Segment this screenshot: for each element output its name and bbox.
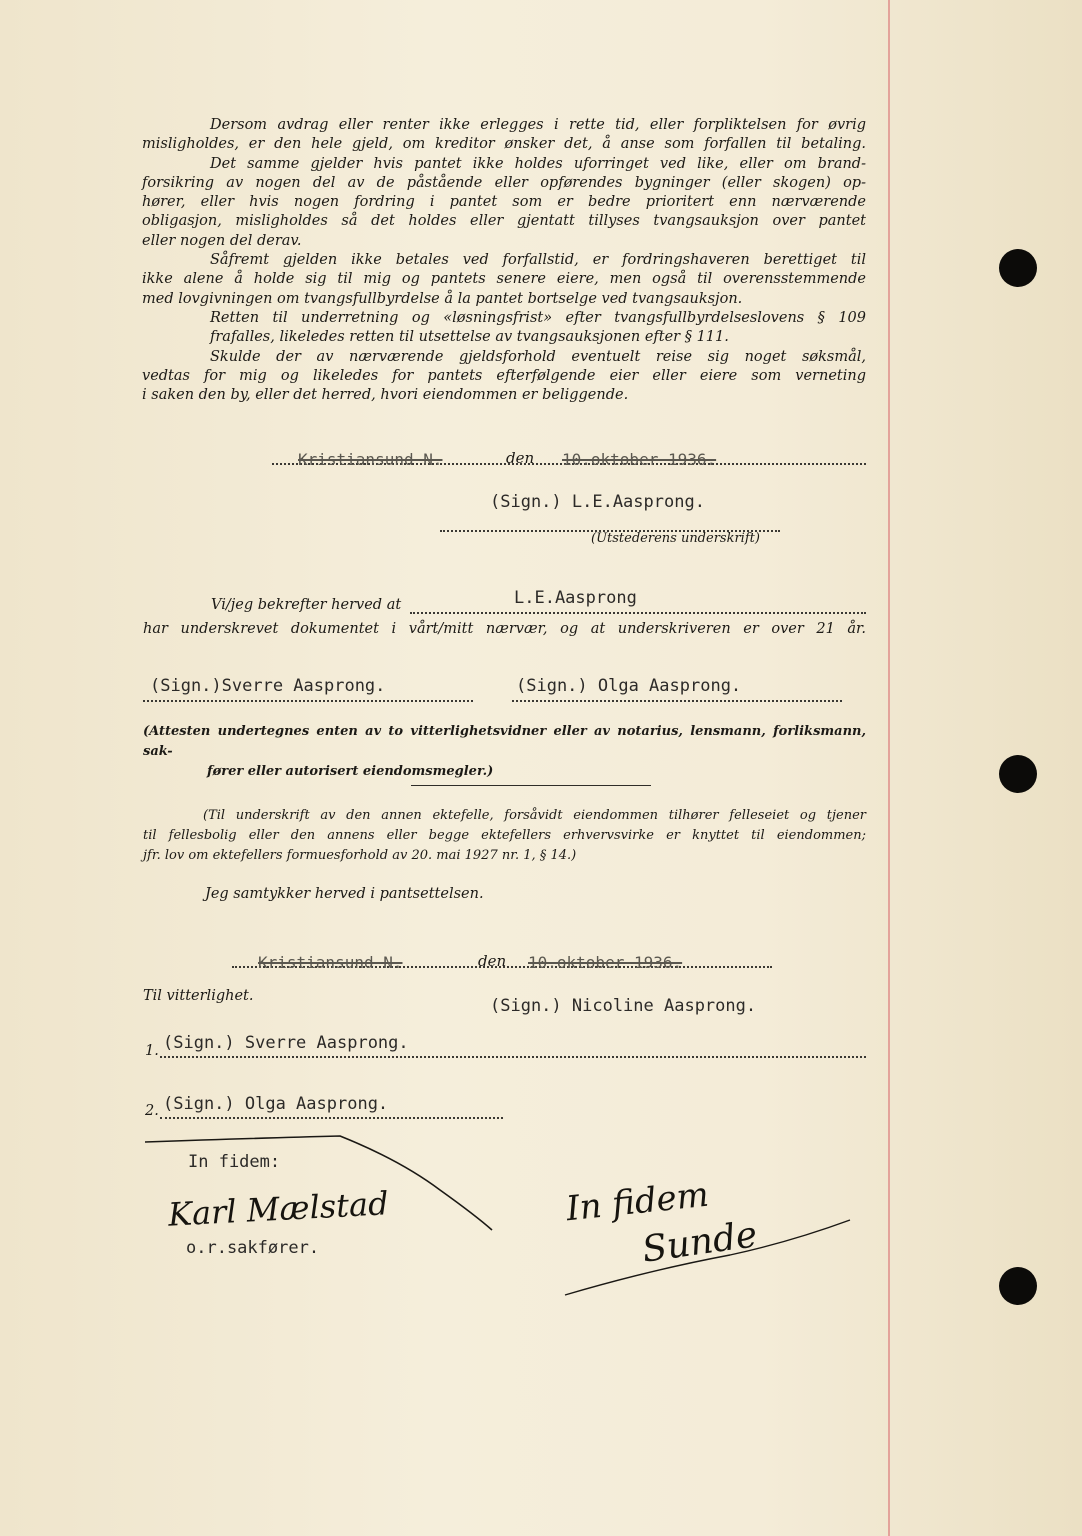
conditions-line: frafalles, likeledes retten til utsettelse av tvangsauksjonen efter § 111. [210, 329, 729, 346]
right-handwritten-signature-line-2: Sunde [639, 1214, 760, 1271]
witness-2-line [512, 700, 842, 702]
witness-1-line [143, 700, 473, 702]
margin-rule [888, 0, 890, 1536]
confirmation-name-line [410, 612, 866, 614]
spouse-place: Kristiansund N. [258, 953, 403, 972]
spouse-consent: Jeg samtykker herved i pantsettelsen. [205, 886, 484, 902]
conditions-line: Skulde der av nærværende gjeldsforhold eventuelt reise sig noget søksmål, [210, 348, 866, 365]
conditions-line: forsikring av nogen del av de påstående eller opførendes bygninger (eller skogen) op- [142, 174, 866, 191]
confirmation-statement: har underskrevet dokumentet i vårt/mitt nærvær, og at underskriveren er over 21 år. [143, 621, 866, 637]
spouse-den-label: den [478, 952, 507, 970]
conditions-line: med lovgivningen om tvangsfullbyrdelse å la pantet bortselge ved tvangsauksjon. [142, 290, 743, 307]
conditions-line: Dersom avdrag eller renter ikke erlegges i rette tid, eller forpliktelsen for øvrig [210, 117, 866, 133]
spouse-date: 10.oktober 1936. [528, 953, 683, 972]
witness-1-signature: (Sign.)Sverre Aasprong. [150, 676, 386, 696]
punch-hole-bottom [999, 1267, 1037, 1305]
conditions-line: Såfremt gjelden ikke betales ved forfallstid, er fordringshaveren berettiget til [210, 252, 866, 269]
conditions-line: i saken den by, eller det herred, hvori eiendommen er beliggende. [142, 387, 629, 404]
punch-hole-middle [999, 755, 1037, 793]
til-vitterlighet-label: Til vitterlighet. [143, 988, 254, 1004]
conditions-line: Retten til underretning og «løsningsfrist» efter tvangsfullbyrdelseslovens § 109 [210, 309, 866, 326]
conditions-line: eller nogen del derav. [142, 232, 302, 249]
witness-number-1: 1. [145, 1043, 159, 1059]
spouse-signature: (Sign.) Nicoline Aasprong. [490, 996, 757, 1016]
confirmation-prefix: Vi/jeg bekrefter herved at [211, 597, 402, 613]
spouse-note-line: jfr. lov om ektefellers formuesforhold av 20. mai 1927 nr. 1, § 14.) [143, 848, 577, 863]
in-fidem-label: In fidem: [188, 1152, 281, 1172]
witness-line-2 [160, 1117, 503, 1119]
confirmation-name: L.E.Aasprong [514, 588, 637, 608]
witness-name-1: (Sign.) Sverre Aasprong. [163, 1033, 409, 1053]
attestation-note [143, 722, 866, 782]
witness-2-signature: (Sign.) Olga Aasprong. [516, 676, 742, 696]
right-signature-flourish [560, 1200, 860, 1300]
left-handwritten-signature: Karl Mælstad [167, 1184, 390, 1234]
attestation-note-line: fører eller autorisert eiendomsmegler.) [207, 764, 494, 779]
conditions-line: misligholdes, er den hele gjeld, om kreditor ønsker det, å anse som forfallen til betaling. [142, 136, 866, 153]
conditions-line: Det samme gjelder hvis pantet ikke holdes uforringet ved like, eller om brand- [210, 155, 866, 172]
issuer-signature-caption: (Utstederens underskrift) [591, 531, 760, 546]
spouse-note-line: (Til underskrift av den annen ektefelle, forsåvidt eiendommen tilhører felleseiet og tjener [203, 808, 866, 823]
section-separator [411, 785, 651, 786]
sakforer-title: o.r.sakfører. [186, 1238, 320, 1258]
witness-name-2: (Sign.) Olga Aasprong. [163, 1094, 389, 1114]
witness-line-1 [160, 1056, 866, 1058]
attestation-note-line: (Attesten undertegnes enten av to vitterlighetsvidner eller av notarius, lensmann, forliksmann, sak- [143, 724, 866, 759]
issuer-den-label: den [506, 449, 535, 467]
conditions-line: ikke alene å holde sig til mig og pantets senere eiere, men også til overensstemmende [142, 271, 866, 288]
spouse-note-line: til fellesbolig eller den annens eller begge ektefellers erhvervsvirke er knyttet til eiendommen; [143, 828, 866, 843]
conditions-line: vedtas for mig og likeledes for pantets efterfølgende eier eller eiere som verneting [142, 367, 866, 384]
conditions-line: hører, eller hvis nogen fordring i pantet som er bedre prioritert enn nærværende [142, 194, 866, 211]
issuer-signature: (Sign.) L.E.Aasprong. [490, 492, 705, 512]
issuer-date: 10.oktober 1936. [562, 450, 717, 469]
punch-hole-top [999, 249, 1037, 287]
conditions-paragraph [142, 116, 866, 405]
issuer-place: Kristiansund N. [298, 450, 443, 469]
witness-number-2: 2. [145, 1103, 159, 1119]
conditions-line: obligasjon, misligholdes så det holdes eller gjentatt tillyses tvangsauksjon over pantet [142, 213, 866, 230]
right-handwritten-signature-line-1: In fidem [564, 1174, 711, 1230]
spouse-note [143, 806, 866, 866]
